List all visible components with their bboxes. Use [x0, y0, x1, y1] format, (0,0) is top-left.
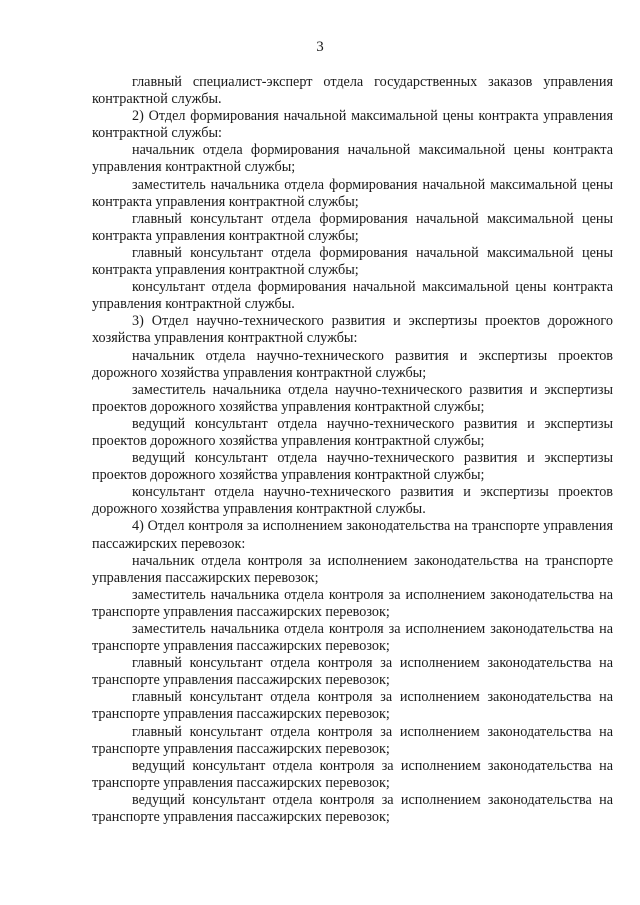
paragraph: заместитель начальника отдела контроля за исполнением законодательства на транспорте управления пассажирских перевозок;	[92, 621, 613, 655]
paragraph: консультант отдела научно-технического развития и экспертизы проектов дорожного хозяйства управления контрактной службы.	[92, 484, 613, 518]
paragraph: консультант отдела формирования начальной максимальной цены контракта управления контрактной службы.	[92, 279, 613, 313]
paragraph: ведущий консультант отдела контроля за исполнением законодательства на транспорте управления пассажирских перевозок;	[92, 757, 613, 791]
paragraph: заместитель начальника отдела научно-технического развития и экспертизы проектов дорожного хозяйства управления контрактной службы;	[92, 381, 613, 415]
section-heading: 4) Отдел контроля за исполнением законодательства на транспорте управления пассажирских перевозок:	[92, 518, 613, 552]
paragraph: ведущий консультант отдела научно-технического развития и экспертизы проектов дорожного хозяйства управления контрактной службы;	[92, 450, 613, 484]
paragraph: главный консультант отдела формирования начальной максимальной цены контракта управления контрактной службы;	[92, 210, 613, 244]
paragraph: начальник отдела контроля за исполнением законодательства на транспорте управления пассажирских перевозок;	[92, 552, 613, 586]
paragraph: заместитель начальника отдела контроля за исполнением законодательства на транспорте управления пассажирских перевозок;	[92, 586, 613, 620]
paragraph: главный консультант отдела контроля за исполнением законодательства на транспорте управления пассажирских перевозок;	[92, 689, 613, 723]
paragraph: главный консультант отдела контроля за исполнением законодательства на транспорте управления пассажирских перевозок;	[92, 723, 613, 757]
paragraph: главный специалист-эксперт отдела государственных заказов управления контрактной службы.	[92, 74, 613, 108]
paragraph: главный консультант отдела формирования начальной максимальной цены контракта управления контрактной службы;	[92, 244, 613, 279]
section-heading: 3) Отдел научно-технического развития и экспертизы проектов дорожного хозяйства управления контрактной службы:	[92, 313, 613, 347]
paragraph: ведущий консультант отдела контроля за исполнением законодательства на транспорте управления пассажирских перевозок;	[92, 791, 613, 826]
document-body	[92, 74, 613, 826]
paragraph: заместитель начальника отдела формирования начальной максимальной цены контракта управления контрактной службы;	[92, 176, 613, 210]
paragraph: ведущий консультант отдела научно-технического развития и экспертизы проектов дорожного хозяйства управления контрактной службы;	[92, 415, 613, 449]
paragraph: главный консультант отдела контроля за исполнением законодательства на транспорте управления пассажирских перевозок;	[92, 655, 613, 689]
page-number: 3	[316, 39, 324, 55]
paragraph: начальник отдела научно-технического развития и экспертизы проектов дорожного хозяйства управления контрактной службы;	[92, 347, 613, 381]
section-heading: 2) Отдел формирования начальной максимальной цены контракта управления контрактной службы:	[92, 108, 613, 142]
paragraph: начальник отдела формирования начальной максимальной цены контракта управления контрактной службы;	[92, 142, 613, 176]
